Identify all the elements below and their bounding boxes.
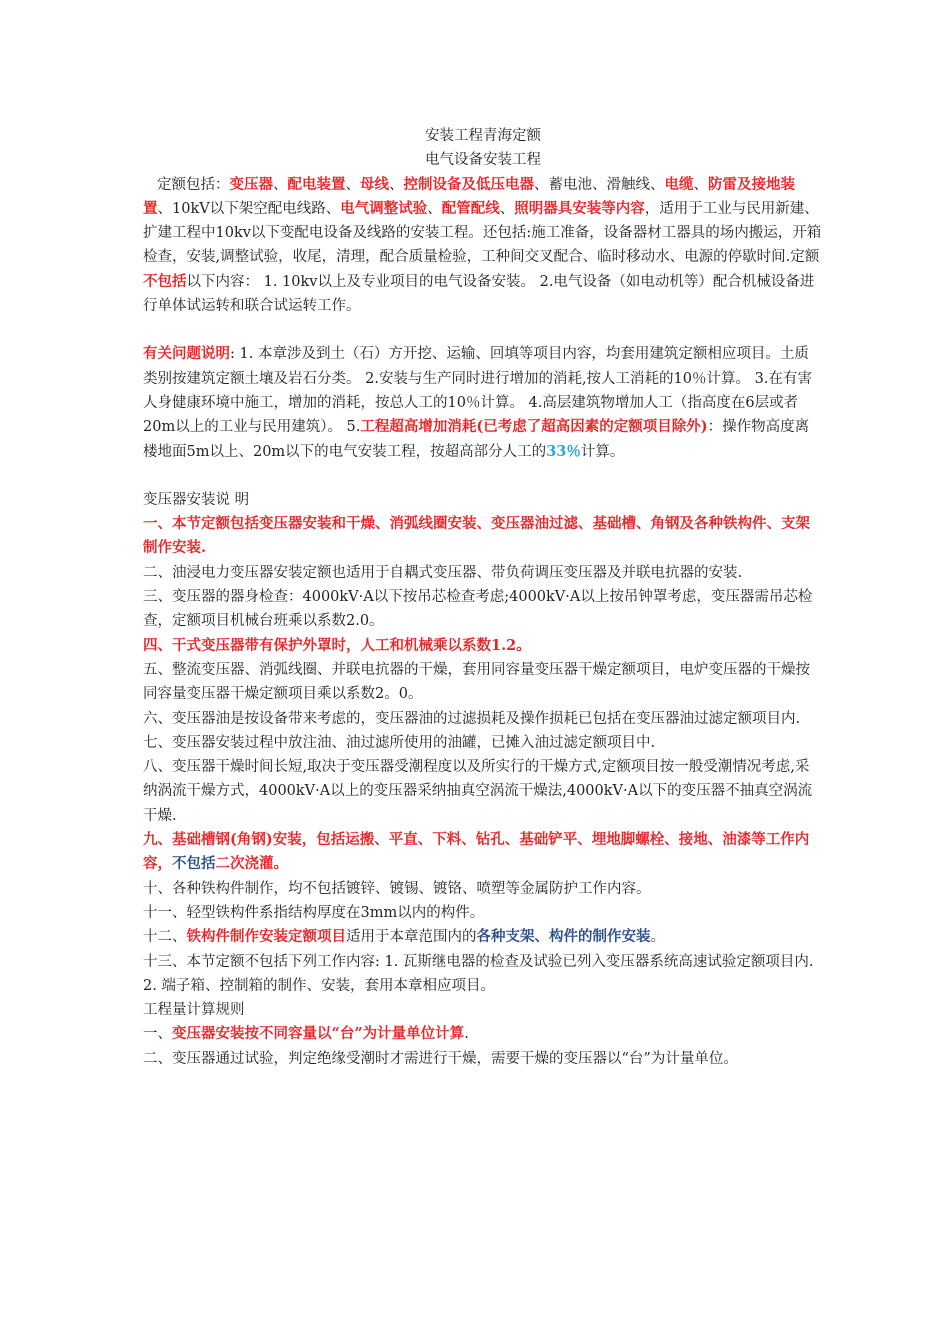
rule-item: [143, 634, 823, 658]
text-run: 二、变压器通过试验，判定绝缘受潮时才需进行干燥，需要干燥的变压器以“台”为计量单位。: [143, 1050, 738, 1067]
text-run: 33％: [546, 442, 581, 460]
text-run: 、: [345, 176, 360, 193]
text-run: 配电装置: [287, 175, 346, 193]
text-run: 控制设备及低压电器: [403, 175, 534, 193]
text-run: 一、: [143, 1026, 172, 1043]
text-run: 二次浇灌。: [215, 855, 288, 873]
rule-item: [143, 585, 823, 634]
text-run: 十、各种铁构件制作，均不包括镀锌、镀锡、镀铬、喷塑等金属防护工作内容。: [143, 880, 651, 897]
rule-item: [143, 828, 823, 877]
text-run: 配管配线: [441, 199, 500, 217]
text-run: 各种支架、构件的制作安装: [476, 928, 651, 946]
text-run: 、: [389, 176, 404, 193]
text-run: .: [464, 1026, 469, 1043]
rule-item: [143, 561, 823, 585]
intro-paragraph: [143, 173, 823, 319]
text-run: 防雷及接地装置: [143, 175, 795, 217]
rule-item: [143, 731, 823, 755]
text-run: 四、干式变压器带有保护外罩时，人工和机械乘以系数1.2。: [143, 636, 531, 654]
transformer-rules: [143, 512, 823, 998]
text-run: 不包括: [172, 855, 216, 873]
text-run: 电气调整试验: [340, 199, 428, 217]
rule-item: [143, 950, 823, 999]
spacer: [143, 464, 823, 488]
text-run: 变压器安装按不同容量以“台”为计量单位计算: [172, 1025, 465, 1043]
section-heading-calc: 工程量计算规则: [143, 1002, 245, 1019]
text-run: ：操作物高度离楼地面5m以上、20m以下的电气安装工程，按超高部分人工的: [143, 419, 810, 460]
text-run: 定额包括：: [157, 176, 230, 193]
document-body: [143, 124, 823, 1071]
rule-item: [143, 512, 823, 561]
text-run: 十一、轻型铁构件系指结构厚度在3mm以内的构件。: [143, 904, 485, 921]
rule-item: [143, 901, 823, 925]
text-run: 七、变压器安装过程中放注油、油过滤所使用的油罐，已摊入油过滤定额项目中.: [143, 734, 656, 751]
text-run: 照明器具安装等内容: [514, 199, 645, 217]
text-run: 计算。: [580, 443, 625, 460]
text-run: 一、本节定额包括变压器安装和干燥、消弧线圈安装、变压器油过滤、基础槽、角钢及各种铁构件、支架制作安装.: [143, 515, 810, 557]
text-run: 十二、: [143, 929, 187, 946]
text-run: 以下内容： 1. 10kv以上及专业项目的电气设备安装。 2.电气设备（如电动机等）配合机械设备进行单体试运转和联合试运转工作。: [143, 273, 815, 315]
text-run: 、: [693, 176, 708, 193]
text-run: 、: [499, 200, 515, 217]
text-run: 有关问题说明: [143, 345, 230, 363]
calc-rules: [143, 1022, 823, 1071]
text-run: 、蓄电池、滑触线、: [534, 176, 665, 193]
text-run: 。: [650, 929, 665, 946]
text-run: 、10kV以下架空配电线路、: [157, 200, 341, 217]
text-run: 电缆: [664, 175, 694, 193]
doc-subtitle: 电气设备安装工程: [425, 152, 541, 169]
rule-item: [143, 925, 823, 949]
text-run: 九、基础槽钢(角钢)安装，包括运搬、平直、下料、钻孔、基础铲平、埋地脚螺栓、接地、油漆等工作内容，: [143, 831, 810, 873]
text-run: 不包括: [143, 272, 187, 290]
rule-item: [143, 877, 823, 901]
section-heading-transformer: 变压器安装说 明: [143, 491, 250, 508]
text-run: 变压器: [229, 175, 273, 193]
issues-paragraph: [143, 342, 823, 463]
text-run: 二、油浸电力变压器安装定额也适用于自耦式变压器、带负荷调压变压器及并联电抗器的安装.: [143, 564, 743, 581]
text-run: 八、变压器干燥时间长短,取决于变压器受潮程度以及所实行的干燥方式,定额项目按一般受潮情况考虑,采纳涡流干燥方式，4000kV·A以上的变压器采纳抽真空涡流干燥法,4000kV·A以下的变压器不抽真空涡流干燥.: [143, 759, 813, 824]
text-run: ，适用于工业与民用新建、扩建工程中10kv以下变配电设备及线路的安装工程。还包括:施工准备，设备器材工器具的场内搬运，开箱检查，安装,调整试验，收尾，清理，配合质量检验，工种间交叉配合、临时移动水、电源的停歇时间.定额: [143, 200, 822, 266]
text-run: 五、整流变压器、消弧线圈、并联电抗器的干燥，套用同容量变压器干燥定额项目，电炉变压器的干燥按同容量变压器干燥定额项目乘以系数2。0。: [143, 661, 810, 703]
rule-item: [143, 755, 823, 828]
doc-title: 安装工程青海定额: [425, 128, 541, 144]
rule-item: [143, 707, 823, 731]
text-run: 母线: [360, 175, 389, 193]
rule-item: [143, 1047, 823, 1071]
text-run: 十三、本节定额不包括下列工作内容: 1. 瓦斯继电器的检查及试验已列入变压器系统高速试验定额项目内. 2. 端子箱、控制箱的制作、安装，套用本章相应项目。: [143, 953, 814, 994]
text-run: 三、变压器的器身检查：4000kV·A以下按吊芯检查考虑;4000kV·A以上按吊钟罩考虑，变压器需吊芯检查，定额项目机械台班乘以系数2.0。: [143, 589, 813, 630]
text-run: 工程超高增加消耗(已考虑了超高因素的定额项目除外): [360, 418, 708, 436]
text-run: : 1. 本章涉及到土（石）方开挖、运输、回填等项目内容，均套用建筑定额相应项目。土质类别按建筑定额土壤及岩石分类。 2.安装与生产同时进行增加的消耗,按人工消耗的10％计算。 3.在有害人身健康环境中施工，增加的消耗，按总人工的10％计算。 4.高层建筑物增加人工（指高度在6层或者20m以上的工业与民用建筑）。 5.: [143, 346, 812, 436]
text-run: 适用于本章范围内的: [346, 929, 477, 946]
text-run: 、: [273, 176, 288, 193]
rule-item: [143, 658, 823, 707]
rule-item: [143, 1022, 823, 1046]
text-run: 六、变压器油是按设备带来考虑的，变压器油的过滤损耗及操作损耗已包括在变压器油过滤定额项目内.: [143, 710, 801, 727]
spacer: [143, 318, 823, 342]
text-run: 铁构件制作安装定额项目: [186, 928, 346, 946]
text-run: 、: [427, 200, 442, 217]
